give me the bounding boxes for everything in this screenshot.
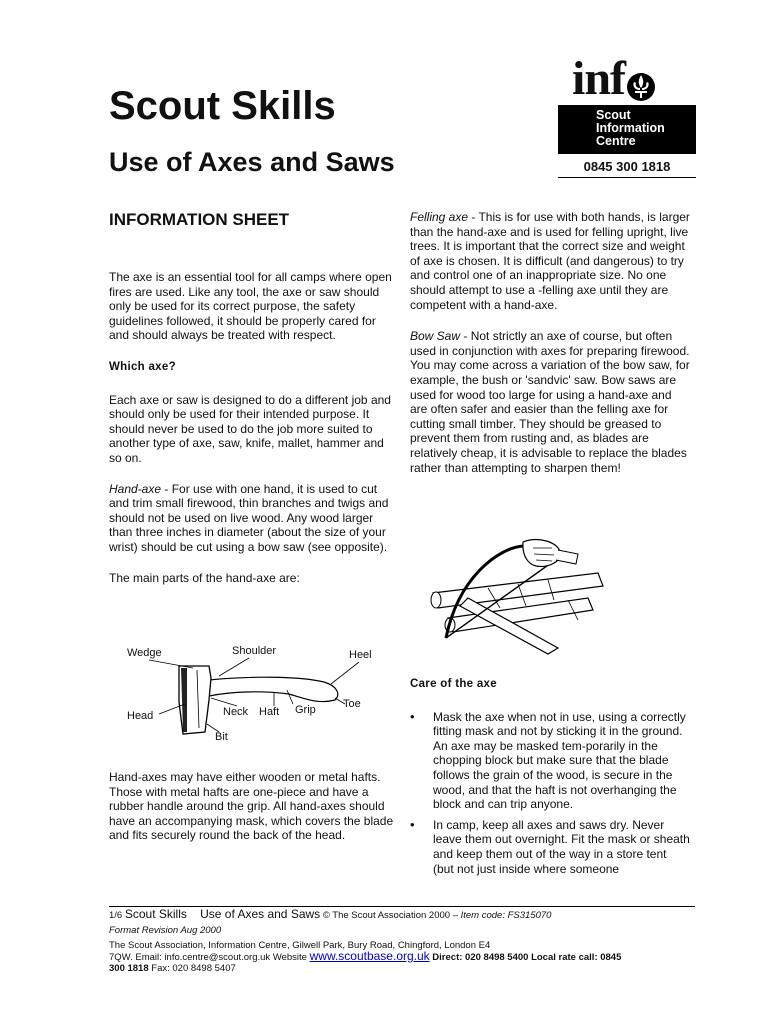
footer-address: The Scout Association, Information Centre, Gilwell Park, Bury Road, Chingford, London E4	[109, 940, 491, 951]
info-logo	[558, 52, 696, 178]
label-neck: Neck	[223, 706, 249, 718]
label-shoulder: Shoulder	[232, 645, 277, 657]
care-heading: Care of the axe	[410, 678, 497, 690]
bow-saw-illustration	[428, 538, 608, 658]
which-axe-heading: Which axe?	[109, 360, 176, 373]
right-column	[410, 210, 690, 475]
footer-series: Scout Skills	[124, 907, 187, 921]
footer-fax-line	[109, 963, 699, 974]
felling-axe-paragraph	[410, 210, 690, 312]
bow-saw-drawing	[428, 538, 608, 658]
footer-local-rate: 300 1818	[109, 963, 149, 974]
footer-divider	[109, 906, 695, 907]
footer-title-line	[109, 909, 699, 921]
hafts-block	[109, 770, 394, 843]
left-column	[109, 270, 394, 585]
footer-copyright: © The Scout Association 2000 –	[322, 910, 458, 921]
hand-axe-diagram	[109, 642, 394, 752]
fleur-de-lis-icon	[626, 65, 656, 99]
info-phone: 0845 300 1818	[558, 159, 696, 178]
logo-line: Scout	[596, 108, 631, 122]
footer-email: 7QW. Email: info.centre@scout.org.uk Website	[109, 952, 307, 963]
footer-topic: Use of Axes and Saws	[200, 907, 321, 921]
list-item: • Mask the axe when not in use, using a correctly fitting mask and not by sticking it in the ground. An axe may be masked tem-porarily in the chopping block but make sure that the blade follows the grain of the wood, is secure in the wood, and that the haft is not overhanging the block and can trip anyone.	[410, 710, 690, 812]
hand-axe-paragraph	[109, 482, 394, 555]
footer-page: 1/6	[109, 910, 123, 921]
label-heel: Heel	[349, 649, 372, 661]
label-grip: Grip	[295, 704, 316, 716]
page-subtitle: Use of Axes and Saws	[109, 147, 395, 177]
intro-paragraph: The axe is an essential tool for all camps where open fires are used. Like any tool, the axe or saw should only be used for its correct purpose, the safety guidelines followed, it should be properly cared for and should always be treated with respect.	[109, 270, 392, 343]
logo-wordmark	[572, 52, 696, 105]
label-haft: Haft	[259, 706, 280, 718]
logo-line: Centre	[596, 134, 636, 148]
bow-saw-term: Bow Saw	[410, 329, 461, 344]
footer-revision: Format Revision Aug 2000	[109, 925, 222, 936]
label-wedge: Wedge	[127, 647, 162, 659]
which-axe-paragraph: Each axe or saw is designed to do a different job and should only be used for their intended purpose. It should never be used to do the job more suited to another type of axe, saw, knife, mallet, hammer and so on.	[109, 392, 391, 465]
bow-saw-text: - Not strictly an axe of course, but often used in conjunction with axes for preparing firewood. You may come across a variation of the bow saw, for example, the bush or 'sandvic' saw. Bow saws are used for wood too large for using a hand-axe and are often safer and easier than the felling axe for cutting small timber. They should be greased to prevent them from rusting and, as blades are relatively cheap, it is advisable to replace the blades rather than attempting to sharpen them!	[410, 329, 690, 475]
care-block	[410, 677, 690, 882]
footer-contact-line	[109, 951, 699, 963]
felling-axe-text: - This is for use with both hands, is larger than the hand-axe and is used for felling upright, live trees. It is important that the correct size and weight of axe is chosen. It is difficult (and dangerous) to try and control one of an inappropriate size. No one should attempt to use a -felling axe until they are competent with a hand-axe.	[410, 210, 690, 312]
footer-item-code: Item code: FS315070	[460, 910, 552, 921]
logo-caption-box	[558, 105, 696, 154]
label-head: Head	[127, 710, 154, 722]
website-link[interactable]: www.scoutbase.org.uk	[309, 949, 430, 963]
footer-direct: Direct: 020 8498 5400 Local rate call: 0845	[429, 952, 622, 963]
sheet-heading: INFORMATION SHEET	[109, 210, 290, 229]
list-item: • In camp, keep all axes and saws dry. Never leave them out overnight. Fit the mask or sheath and keep them out of the way in a store tent (but not just inside where someone	[410, 818, 690, 876]
hand-axe-term: Hand-axe	[109, 481, 162, 496]
footer-fax: Fax: 020 8498 5407	[148, 963, 236, 974]
page-title: Scout Skills	[109, 84, 336, 128]
label-bit: Bit	[215, 731, 228, 743]
parts-intro: The main parts of the hand-axe are:	[109, 570, 300, 585]
logo-word-text: inf	[572, 52, 626, 105]
hafts-paragraph: Hand-axes may have either wooden or metal hafts. Those with metal hafts are one-piece and have a rubber handle around the grip. All hand-axes should have an accompanying mask, which covers the blade and fits securely round the back of the head.	[109, 770, 394, 843]
hand-axe-text: - For use with one hand, it is used to cut and trim small firewood, thin branches and twigs and should not be used on live wood. Any wood larger than three inches in diameter (about the size of your wrist) should be cut using a bow saw (see opposite).	[109, 481, 389, 554]
felling-axe-term: Felling axe	[410, 210, 469, 224]
logo-line: Information	[596, 121, 665, 135]
label-toe: Toe	[343, 698, 361, 710]
care-list	[410, 710, 690, 877]
bow-saw-paragraph	[410, 329, 690, 475]
footer	[109, 909, 699, 974]
